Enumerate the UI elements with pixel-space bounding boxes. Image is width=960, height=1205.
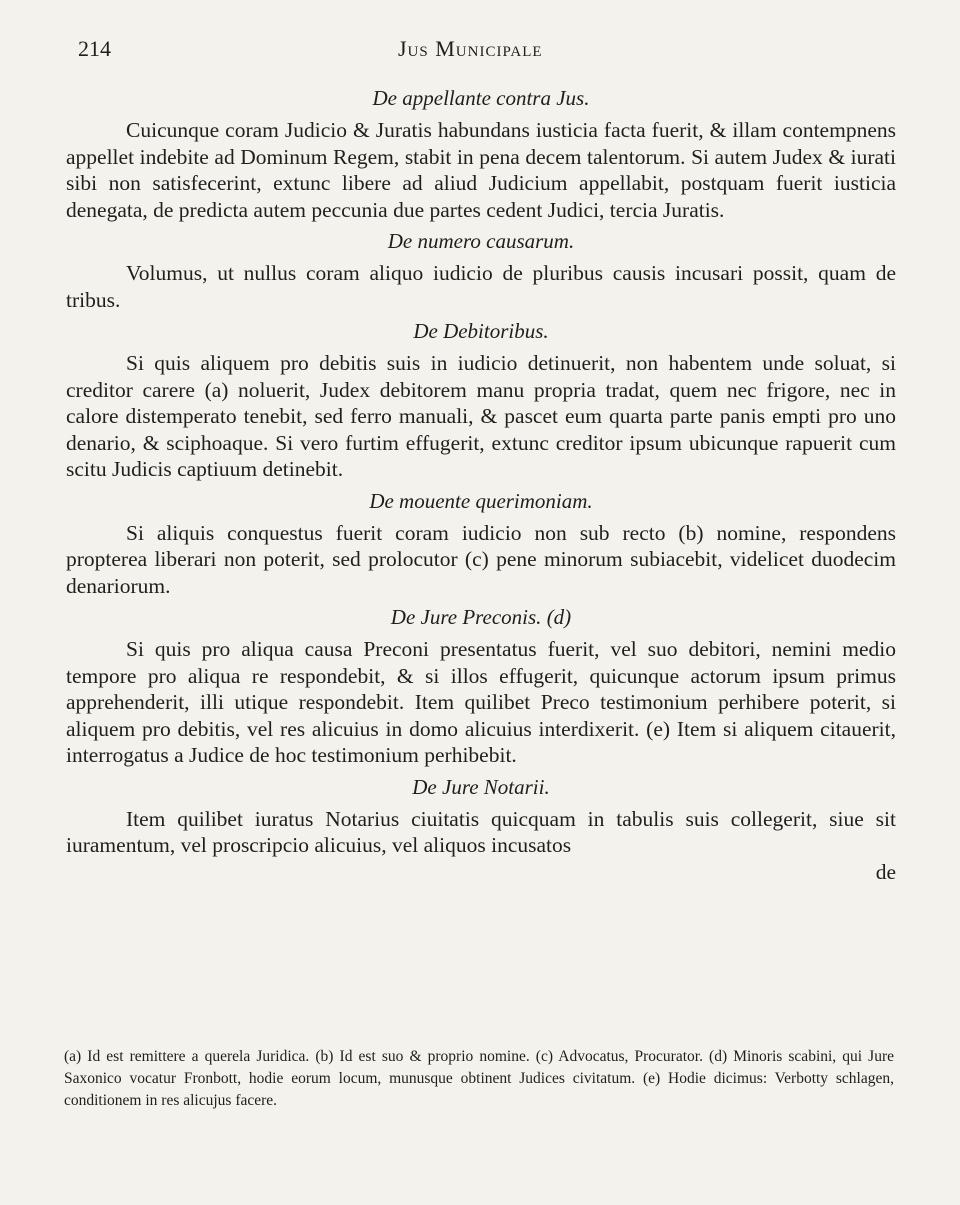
section-paragraph: Si aliquis conquestus fuerit coram iudicio non sub recto (b) nomine, respondens propterea liberari non poterit, sed prolocutor (c) pene minorum subiacebit, videlicet duodecim denariorum. [66, 520, 896, 598]
section-heading: De mouente querimoniam. [369, 488, 593, 513]
section-paragraph: Volumus, ut nullus coram aliquo iudicio de pluribus causis incusari possit, quam de tribus. [66, 261, 896, 312]
section-heading: De Jure Preconis. (d) [390, 605, 572, 629]
section-heading: De Jure Notarii. [412, 774, 550, 799]
page-header [78, 36, 900, 68]
section-paragraph: Item quilibet iuratus Notarius ciuitatis quicquam in tabulis suis collegerit, siue sit iuramentum, vel proscripcio alicuius, vel aliquos incusatos [66, 806, 896, 857]
section-paragraph: Si quis aliquem pro debitis suis in iudicio detinuerit, non habentem unde soluat, si creditor carere (a) noluerit, Judex debitorem manu propria tradat, quem nec frigore, nec in calore distemperato tenebit, sed ferro manuali, & pascet eum quarta parte panis empti pro uno denario, & sciphoaque. Si vero furtim effugerit, extunc creditor ipsum ubicunque rapuerit cum scitu Judicis captiuum detinebit. [66, 351, 896, 481]
section-heading: De numero causarum. [387, 229, 575, 253]
catchword: de [875, 859, 896, 884]
body-text [66, 80, 896, 885]
section-paragraph: Cuicunque coram Judicio & Juratis habundans iusticia facta fuerit, & illam contempnens appellet indebite ad Dominum Regem, stabit in pena decem talentorum. Si autem Judex & iurati sibi non satisfecerint, extunc libere ad aliud Judicium appellabit, postquam fuerit iusticia denegata, de predicta autem peccunia due partes cedent Judici, tercia Juratis. [66, 118, 896, 222]
footnote-text: (a) Id est remittere a querela Juridica. (b) Id est suo & proprio nomine. (c) Advocatus, Procurator. (d) Minoris scabini, qui Jure Saxonico vocatur Fronbott, hodie eorum locum, munusque obtinent Judices civitatum. (e) Hodie dicimus: Verbotty schlagen, conditionem in res alicujus facere. [64, 1048, 894, 1109]
footnotes [64, 1046, 894, 1112]
page-number: 214 [78, 36, 111, 61]
section-heading: De Debitoribus. [413, 319, 549, 343]
section-paragraph: Si quis pro aliqua causa Preconi presentatus fuerit, vel suo debitori, nemini medio tempore pro aliqua re respondebit, & si illos effugerit, quicunque actorum ipsum primus apprehenderit, illi utique respondebit. Item quilibet Preco testimonium perhibere poterit, si aliquem pro debitis, vel res alicuius in domo alicuius interdixerit. (e) Item si aliquem citauerit, interrogatus a Judice de hoc testimonium perhibebit. [66, 637, 896, 767]
section-heading: De appellante contra Jus. [372, 86, 590, 110]
heading-footnote-marker: (d) [546, 605, 572, 629]
running-head: Jus Municipale [398, 36, 543, 61]
